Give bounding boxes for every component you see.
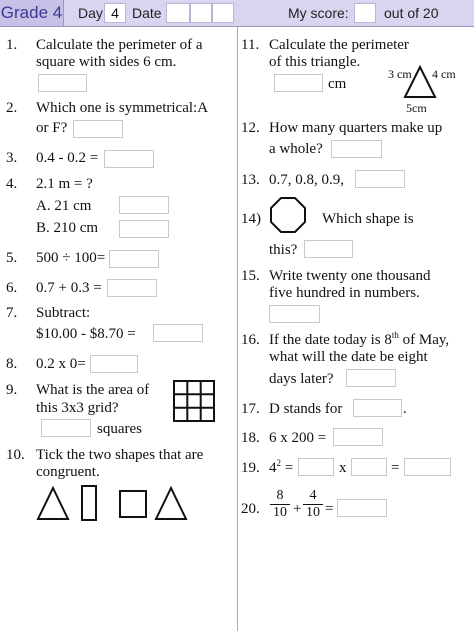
q8-answer-box[interactable] (90, 355, 138, 373)
date-field-day[interactable] (166, 3, 190, 23)
q20-numerator-2: 4 (309, 488, 317, 503)
q20-denominator-2: 10 (306, 505, 320, 520)
q17-period: . (403, 401, 407, 417)
q6-text: 0.7 + 0.3 = (36, 280, 102, 296)
q13-number: 13. (241, 172, 260, 188)
q20-fraction-2 (303, 488, 323, 521)
q15-text-2: five hundred in numbers. (269, 285, 420, 301)
triangle-side-bottom: 5cm (406, 101, 427, 115)
q13-text: 0.7, 0.8, 0.9, (269, 172, 344, 188)
q7-text-1: Subtract: (36, 305, 91, 321)
octagon-figure (269, 196, 307, 234)
q20-plus: + (293, 501, 302, 517)
q20-answer-box[interactable] (337, 499, 387, 517)
grid-3x3-figure (173, 380, 215, 422)
q17-number: 17. (241, 401, 260, 417)
q20-equals: = (325, 501, 334, 517)
q12-text-2: a whole? (269, 141, 323, 157)
q19-number: 19. (241, 460, 260, 476)
score-label: My score: (288, 5, 349, 21)
q19-answer-box-3[interactable] (404, 458, 451, 476)
q18-answer-box[interactable] (333, 428, 383, 446)
q17-answer-box[interactable] (353, 399, 402, 417)
q2-text-1: Which one is symmetrical:A (36, 100, 209, 116)
date-field-month[interactable] (190, 3, 212, 23)
q11-unit: cm (328, 76, 347, 92)
q18-number: 18. (241, 430, 260, 446)
q11-text-2: of this triangle. (269, 54, 361, 70)
worksheet-header (0, 0, 474, 27)
q2-text-2: or F? (36, 120, 68, 136)
date-field-year[interactable] (212, 3, 234, 23)
q16-answer-box[interactable] (346, 369, 396, 387)
q16-number: 16. (241, 332, 260, 348)
q16-superscript: th (391, 330, 399, 340)
q14-text-1: Which shape is (322, 211, 414, 227)
shape-rectangle (82, 486, 96, 520)
q10-text-2: congruent. (36, 464, 100, 480)
q4-answer-box-a[interactable] (119, 196, 169, 214)
q14-answer-box[interactable] (304, 240, 353, 258)
q5-answer-box[interactable] (109, 250, 159, 268)
q19-expression: $4^2$ = (269, 458, 294, 476)
q7-number: 7. (6, 305, 18, 321)
q17-text: D stands for (269, 401, 343, 417)
q14-number: 14) (241, 211, 261, 227)
q16-text-2: what will the date be eight (269, 349, 428, 365)
triangle-side-right: 4 cm (432, 67, 456, 81)
q3-number: 3. (6, 150, 18, 166)
q12-text-1: How many quarters make up (269, 120, 443, 136)
q15-answer-box[interactable] (269, 305, 320, 323)
q4-text: 2.1 m = ? (36, 176, 93, 192)
q18-text: 6 x 200 = (269, 430, 327, 446)
q11-text-1: Calculate the perimeter (269, 37, 409, 53)
q11-answer-box[interactable] (274, 74, 323, 92)
date-label: Date (132, 5, 162, 21)
q3-text: 0.4 - 0.2 = (36, 150, 99, 166)
q7-answer-box[interactable] (153, 324, 203, 342)
q8-text: 0.2 x 0= (36, 356, 86, 372)
q20-denominator-1: 10 (273, 505, 287, 520)
q9-answer-box[interactable] (41, 419, 91, 437)
q15-number: 15. (241, 268, 260, 284)
q19-exponent: 2 (276, 458, 281, 468)
q14-text-2: this? (269, 242, 298, 258)
shape-triangle-2 (156, 488, 186, 519)
q5-text: 500 ÷ 100= (36, 250, 106, 266)
q20-number: 20. (241, 501, 260, 517)
q4-answer-box-b[interactable] (119, 220, 169, 238)
day-label: Day (78, 5, 103, 21)
q12-number: 12. (241, 120, 260, 136)
q11-number: 11. (241, 37, 260, 53)
congruent-shapes (34, 484, 194, 522)
q13-answer-box[interactable] (355, 170, 405, 188)
q12-answer-box[interactable] (331, 140, 382, 158)
q6-answer-box[interactable] (107, 279, 157, 297)
q19-times: x (339, 460, 347, 476)
q4-option-a: A. 21 cm (36, 198, 92, 214)
q4-number: 4. (6, 176, 18, 192)
q6-number: 6. (6, 280, 18, 296)
q9-number: 9. (6, 382, 18, 398)
triangle-side-left: 3 cm (388, 67, 412, 81)
column-divider (237, 27, 238, 631)
q20-fraction-1 (270, 488, 290, 521)
q2-answer-box[interactable] (73, 120, 123, 138)
q16-text-3: days later? (269, 371, 334, 387)
q4-option-b: B. 210 cm (36, 220, 99, 236)
q9-text-1: What is the area of (36, 382, 150, 398)
day-field[interactable]: 4 (104, 3, 126, 23)
q1-answer-box[interactable] (38, 74, 87, 92)
q19-answer-box-2[interactable] (351, 458, 387, 476)
q19-answer-box-1[interactable] (298, 458, 334, 476)
q9-unit: squares (97, 421, 142, 437)
q19-equals: = (391, 460, 400, 476)
q20-numerator-1: 8 (276, 488, 284, 503)
q16-text-1: If the date today is 8th of May, (269, 330, 450, 348)
q8-number: 8. (6, 356, 18, 372)
q15-text-1: Write twenty one thousand (269, 268, 431, 284)
score-out-of: out of 20 (384, 5, 439, 21)
q3-answer-box[interactable] (104, 150, 154, 168)
q1-text-2: square with sides 6 cm. (36, 54, 177, 70)
grade-label: Grade 4 (0, 0, 64, 26)
shape-square (120, 491, 146, 517)
q2-number: 2. (6, 100, 18, 116)
q10-text-1: Tick the two shapes that are (36, 447, 204, 463)
q9-text-2: this 3x3 grid? (36, 400, 119, 416)
shape-triangle-1 (38, 488, 68, 519)
q10-number: 10. (6, 447, 25, 463)
q1-number: 1. (6, 37, 18, 53)
q5-number: 5. (6, 250, 18, 266)
q1-text-1: Calculate the perimeter of a (36, 37, 203, 53)
score-field[interactable] (354, 3, 376, 23)
q7-text-2: $10.00 - $8.70 = (36, 326, 136, 342)
